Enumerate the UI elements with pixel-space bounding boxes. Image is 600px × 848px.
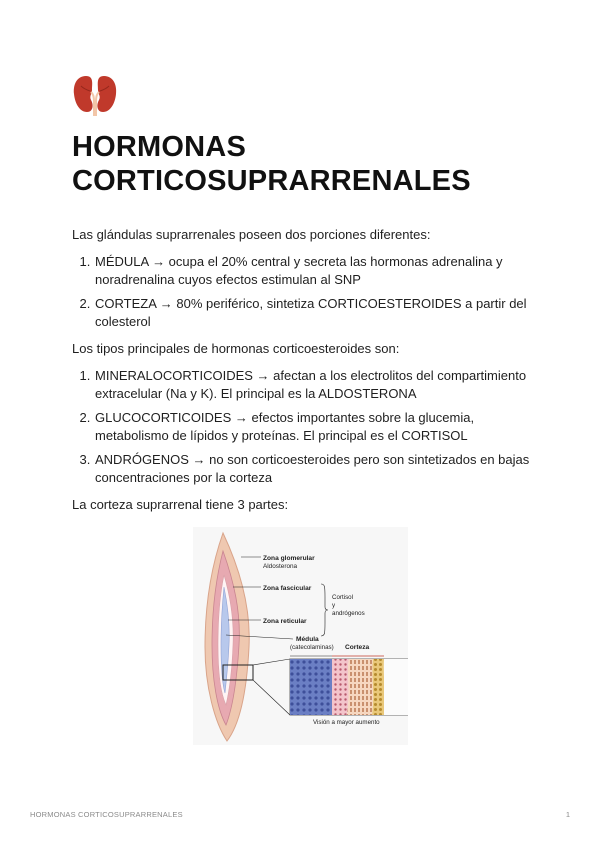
- list-item: 3. ANDRÓGENOS → no son corticoesteroides pero son sintetizados en bajas concentraciones por la corteza: [94, 451, 542, 487]
- label-zona-glomerular: Zona glomerular: [263, 555, 315, 562]
- label-vision: Visión a mayor aumento: [313, 719, 380, 726]
- label-corteza: Corteza: [345, 644, 370, 651]
- label-y: y: [332, 602, 336, 609]
- label-aldosterona: Aldosterona: [263, 563, 298, 570]
- types-intro-paragraph: Los tipos principales de hormonas corticoesteroides son:: [72, 341, 400, 356]
- list-item: 2. CORTEZA → 80% periférico, sintetiza CORTICOESTEROIDES a partir del colesterol: [94, 295, 542, 331]
- glomerular-zone: [372, 659, 385, 715]
- types-list: [72, 367, 542, 487]
- portions-list: [72, 253, 542, 331]
- label-zona-reticular: Zona reticular: [263, 618, 307, 625]
- label-cortisol: Cortisol: [332, 594, 353, 601]
- document-body: [72, 226, 542, 523]
- label-androgenos: andrógenos: [332, 610, 365, 617]
- cortex-intro-paragraph: La corteza suprarrenal tiene 3 partes:: [72, 497, 289, 512]
- footer-title: HORMONAS CORTICOSUPRARRENALES: [30, 810, 183, 819]
- page-title: HORMONAS CORTICOSUPRARRENALES: [72, 131, 471, 197]
- fascicular-zone: [347, 659, 373, 715]
- reticular-zone: [332, 659, 349, 715]
- intro-paragraph: Las glándulas suprarrenales poseen dos porciones diferentes:: [72, 227, 431, 242]
- kidney-icon: [72, 72, 118, 116]
- medulla-zone: [290, 659, 332, 715]
- label-catecolaminas: (catecolaminas): [290, 644, 334, 651]
- page-number: 1: [565, 810, 570, 819]
- list-item: 2. GLUCOCORTICOIDES → efectos importantes sobre la glucemia, metabolismo de lípidos y proteínas. El principal es el CORTISOL: [94, 409, 542, 445]
- adrenal-cortex-figure: [193, 527, 408, 745]
- label-medula: Médula: [296, 636, 319, 643]
- list-item: 1. MINERALOCORTICOIDES → afectan a los electrolitos del compartimiento extracelular (Na y K). El principal es la ALDOSTERONA: [94, 367, 542, 403]
- label-zona-fascicular: Zona fascicular: [263, 585, 312, 592]
- list-item: 1. MÉDULA → ocupa el 20% central y secreta las hormonas adrenalina y noradrenalina cuyos efectos estimulan al SNP: [94, 253, 542, 289]
